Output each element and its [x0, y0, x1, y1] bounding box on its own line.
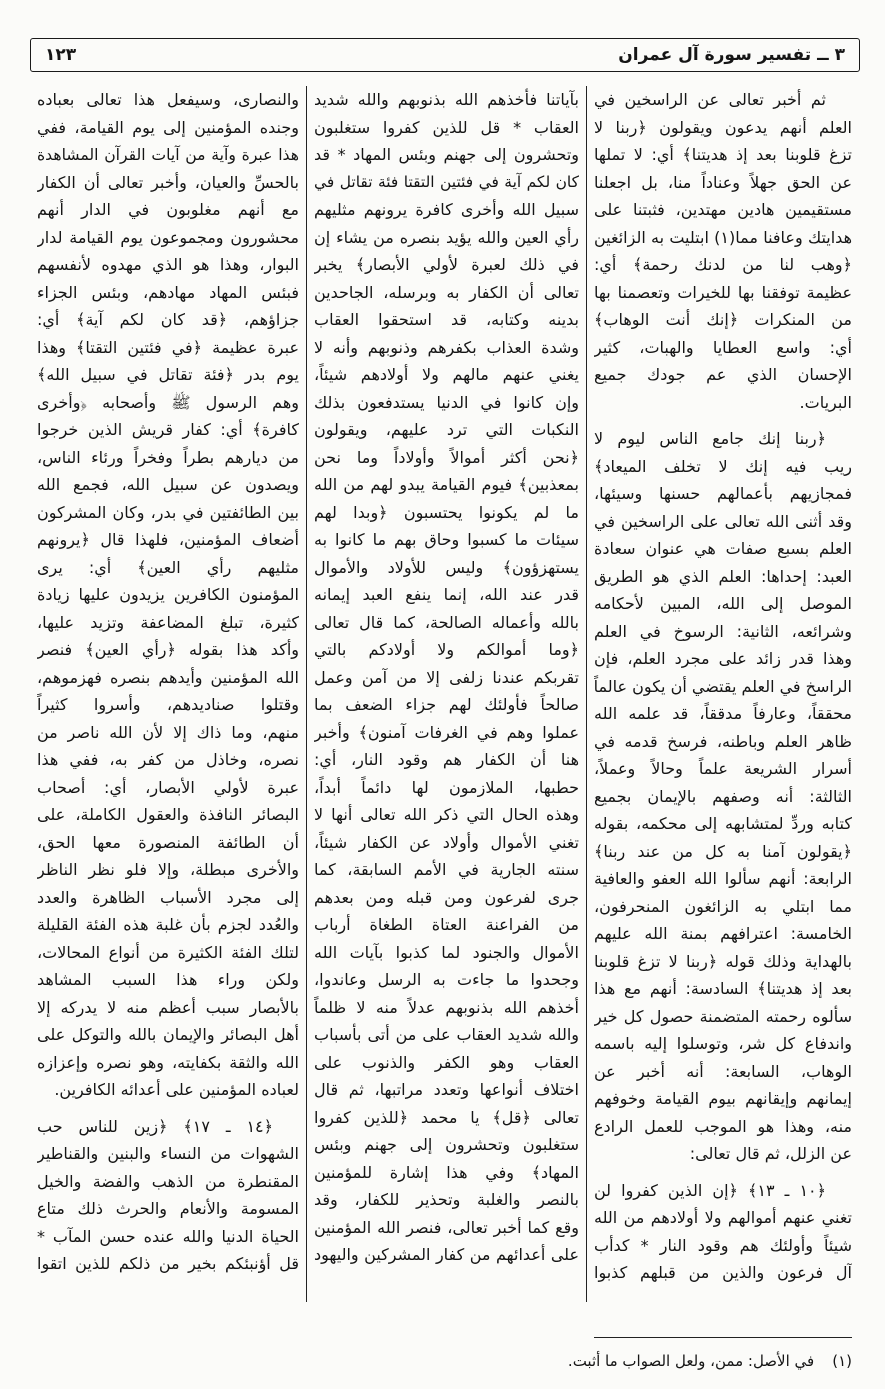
text-line: واندفاع كل شر، وتوسلوا إليه باسمه [594, 1034, 852, 1053]
text-line: ﴿١٠ ـ ١٣﴾ ﴿إن الذين كفروا لن [594, 1180, 827, 1200]
text-line: تغني الأموال وأولاد عن الكفار شيئاً، [314, 832, 579, 852]
text-line: فمجازيهم بأعمالهم حسنها وسيئها، [594, 484, 852, 503]
footnote-text: في الأصل: ممن، ولعل الصواب ما أثبت. [567, 1352, 815, 1370]
text-line: قدر عند الله، إنما ينفع العبد إيمانه [314, 585, 579, 604]
text-line: سيئات ما كسبوا وحاق بهم ما كانوا به [314, 530, 579, 549]
text-column-left [37, 86, 299, 1302]
text-line: العلم أنهم يدعون ويقولون ﴿ربنا لا [594, 117, 852, 137]
text-line: مثليهم رأي العين﴾ أي: يرى [37, 557, 299, 577]
footnote-rule [594, 1337, 852, 1338]
text-line: كتابه وردِّ لمتشابهه إلى محكمه، بقوله [594, 814, 852, 833]
text-line: عظيمة توفقنا بها للخيرات وتعصمنا بها [594, 282, 852, 302]
running-title: ٣ ــ تفسير سورة آل عمران [618, 45, 845, 65]
text-line: ما لم يكونوا يحتسبون ﴿وبدا لهم [314, 502, 579, 522]
text-line: على أعدائهم من كفار المشركين واليهود [314, 1245, 579, 1264]
text-line: ﴿نحن أكثر أموالاً وأولاداً وما نحن [314, 447, 579, 467]
text-line: مع أنهم مغلوبون في الدار أنهم [37, 200, 299, 219]
text-line: الأموال والجنود لما كذبوا بآيات الله [314, 942, 579, 962]
text-line: ظاهر العلم وباطنه، فرسخ قدمه في [594, 731, 852, 751]
text-line: من المنكرات ﴿إنك أنت الوهاب﴾ [594, 310, 852, 329]
text-line: بالنصر والغلبة وتحذير للكفار، وقد [314, 1190, 579, 1209]
text-line: الراسخ في العلم يقتضي أن يكون عالماً [594, 676, 852, 696]
column-divider [306, 86, 307, 1302]
text-line: ﴿وما أموالكم ولا أولادكم بالتي [314, 640, 579, 659]
text-line: وأكد هذا بقوله ﴿رأي العين﴾ فنصر [37, 640, 299, 659]
text-line: الرابعة: أنهم سألوا الله العفو والعافية [594, 869, 852, 888]
text-line: في ذلك لعبرة لأولي الأبصار﴾ يخبر [314, 255, 579, 274]
text-line: أن الطائفة المنصورة معها الحق، [37, 832, 299, 852]
text-line: بين الطائفتين في بدر، وكان المشركون [37, 502, 299, 522]
text-line: المؤمنون الكافرين يزيدون عليها زيادة [37, 585, 299, 604]
page-header [30, 38, 860, 72]
text-line: مما ابتلي به الزائغون المنحرفون، [594, 896, 852, 916]
text-line: ﴿وهب لنا من لدنك رحمة﴾ أي: [594, 255, 852, 274]
text-line: الحياة الدنيا والله عنده حسن المآب * [37, 1226, 299, 1246]
text-line: جزاؤهم، ﴿قد كان لكم آية﴾ أي: [37, 310, 299, 329]
text-columns [36, 86, 852, 1302]
text-line: صالحاً فأولئك لهم جزاء الضعف بما [314, 695, 579, 714]
text-line: تعالى ﴿قل﴾ يا محمد ﴿للذين كفروا [314, 1107, 579, 1127]
text-line: البريات. [799, 392, 852, 412]
text-line: وقع كما أخبر تعالى، فنصر الله المؤمنين [314, 1217, 579, 1237]
text-line: الوهاب، السابعة: أنه أخبر عن [594, 1061, 852, 1081]
text-line: كثيرة، تبلغ المضاعفة وتزيد عليها، [37, 612, 299, 632]
text-line: المسومة والأنعام والحرث ذلك متاع [37, 1199, 299, 1218]
text-line: عملوا وهم في الغرفات آمنون﴾ وأخبر [314, 722, 579, 742]
footnote [332, 1348, 852, 1374]
text-line: وجنده المؤمنين إلى يوم القيامة، ففي [37, 117, 299, 137]
text-line: بالحسِّ والعيان، وأخبر تعالى أن الكفار [37, 172, 299, 192]
text-line: الموصل إلى الله، المبين لأحكامه [594, 594, 852, 613]
text-line: يوم بدر ﴿فئة تقاتل في سبيل الله﴾ [37, 365, 299, 384]
text-line: محشورون ومجموعون يوم القيامة لدار [37, 227, 299, 247]
paragraph [594, 425, 852, 1168]
text-line: اختلاف أنواعها وتعدد مراتبها، ثم قال [314, 1080, 579, 1099]
text-line: أهل البصائر والإيمان بالله والتوكل على [37, 1025, 299, 1044]
text-line: بعد إذ هديتنا﴾ السادسة: أنهم مع هذا [594, 979, 852, 998]
text-line: تقربكم عندنا زلفى إلا من آمن وعمل [314, 667, 579, 687]
text-line: أخذهم الله بذنوبهم عدلاً منه لا ظلماً [314, 997, 579, 1017]
text-line: تزغ قلوبنا بعد إذ هديتنا﴾ أي: لا تملها [594, 145, 852, 164]
text-line: الله المؤمنين وأيدهم بنصره فهزموهم، [37, 667, 299, 687]
column-divider [586, 86, 587, 1302]
paragraph [37, 1113, 299, 1278]
text-line: وإن كانوا في الدنيا يستدفعون بذلك [314, 392, 579, 412]
text-line: هنا أن الكفار هم وقود النار، أي: [314, 750, 579, 769]
text-line: البوار، وهذا هو الذي مهدوه لأنفسهم [37, 255, 299, 274]
text-line: الثالثة: أنه وصفهم بالإيمان بجميع [594, 786, 852, 806]
text-line: بدينه وكتابه، قد استحقوا العقاب [314, 310, 579, 329]
text-line: لتلك الفئة الكثيرة من أنواع المحالات، [37, 942, 299, 962]
text-line: النكبات التي ترد عليهم، ويقولون [314, 420, 579, 439]
text-line: من ديارهم بطراً وفخراً ورئاء الناس، [37, 447, 299, 467]
text-line: والعُدد لجزم بأن غلبة هذه الفئة القليلة [37, 915, 299, 934]
text-line: المهاد﴾ وفي هذا إشارة للمؤمنين [314, 1162, 579, 1182]
text-line: رأي العين والله يؤيد بنصره من يشاء إن [314, 227, 579, 247]
text-line: كافرة﴾ أي: كفار قريش الذين خرجوا [37, 420, 299, 439]
text-line: والأخرى مبطلة، وإلا فلو نظر الناظر [37, 860, 299, 879]
text-line: منهم، وما ذاك إلا لأن الله ناصر من [37, 722, 299, 742]
text-line: فبئس المهاد مهادهم، وبئس الجزاء [37, 282, 299, 302]
paragraph [37, 86, 299, 1104]
text-line: وهذه الحال التي ذكر الله تعالى أنها لا [314, 805, 579, 824]
text-line: العقاب * قل للذين كفروا ستغلبون [314, 117, 579, 137]
text-line: ويصدون عن سبيل الله، فجمع الله [37, 475, 299, 494]
text-line: البصائر النافذة والعقول الكاملة، على [37, 805, 299, 824]
paragraph [594, 86, 852, 416]
text-line: وهم الرسول ﷺ وأصحابه ﴿وأخرى [37, 392, 299, 412]
text-column-middle [314, 86, 579, 1302]
text-line: بآياتنا فأخذهم الله بذنوبهم والله شديد [314, 90, 579, 109]
text-line: ﴿يقولون آمنا به كل من عند ربنا﴾ [594, 841, 852, 861]
text-column-right [594, 86, 852, 1302]
text-line: وهذا قدر زائد على مجرد العلم، فإن [594, 649, 852, 668]
text-line: يغني عنهم مالهم ولا أولادهم شيئاً، [314, 365, 579, 384]
text-line: بالهداية وذلك قوله ﴿ربنا لا تزغ قلوبنا [594, 951, 852, 971]
text-line: آل فرعون والذين من قبلهم كذبوا [594, 1263, 852, 1282]
text-line: هدايتك وعافنا مما(١) ابتليت به الزائغين [594, 227, 852, 247]
text-line: والنصارى، وسيفعل هذا تعالى بعباده [37, 90, 299, 109]
paragraph [314, 86, 579, 1269]
text-line: أضعاف المؤمنين، فلهذا قال ﴿يرونهم [37, 530, 299, 549]
text-line: وتحشرون إلى جهنم وبئس المهاد * قد [314, 145, 579, 164]
text-line: ولكن وراء هذا السبب المشاهد [37, 970, 299, 989]
text-line: مستقيمين هادين مهتدين، فثبتنا على [594, 200, 852, 219]
text-line: حطبها، الملازمون لها دائماً أبداً، [314, 777, 579, 797]
text-line: بمعذبين﴾ فيوم القيامة يبدو لهم من الله [314, 475, 579, 494]
text-line: ثم أخبر تعالى عن الراسخين في [594, 90, 826, 109]
text-line: سبيل الله وأخرى كافرة يرونهم مثليهم [314, 200, 579, 219]
text-line: العقاب وهو الكفر والذنوب على [314, 1052, 579, 1072]
text-line: تغني عنهم أموالهم ولا أولادهم من الله [594, 1208, 852, 1227]
text-line: والله شديد العقاب على من أتى بأسباب [314, 1025, 579, 1044]
text-line: ﴿١٤ ـ ١٧﴾ ﴿زين للناس حب [37, 1116, 274, 1136]
text-line: تعالى أن الكفار به وبرسله، الجاحدين [314, 282, 579, 302]
text-line: العلم بسبع صفات هي عنوان سعادة [594, 539, 852, 558]
text-line: هذا عبرة وآية من آيات القرآن المشاهدة [37, 145, 299, 164]
text-line: ستغلبون وتحشرون إلى جهنم وبئس [314, 1135, 579, 1154]
text-line: ﴿ربنا إنك جامع الناس ليوم لا [594, 429, 826, 448]
paragraph [594, 1177, 852, 1287]
text-line: المقنطرة من الذهب والفضة والخيل [37, 1171, 299, 1191]
text-line: أي: واسع العطايا والهبات، كثير [594, 337, 852, 357]
text-line: سنته الجارية في الأمم السابقة، كما [314, 860, 579, 879]
text-line: العبد: إحداها: العلم الذي هو الطريق [594, 566, 852, 586]
text-line: وقتلوا صناديدهم، وأسروا كثيراً [37, 695, 299, 714]
text-line: سألوه رحمته المتضمنة حصول كل خير [594, 1006, 852, 1026]
text-line: عن الزلل، ثم قال تعالى: [689, 1144, 852, 1163]
page-number: ١٢٣ [45, 45, 77, 65]
text-line: عبرة لأولي الأبصار، أي: أصحاب [37, 777, 299, 797]
text-line: الخامسة: اعترافهم بمنة الله عليهم [594, 924, 852, 943]
text-line: بالله وأعماله الصالحة، كما قال تعالى [314, 612, 579, 632]
text-line: ريب فيه إنك لا تخلف الميعاد﴾ [594, 456, 852, 476]
text-line: إلى مجرد الأسباب الظاهرة والعدد [37, 887, 299, 907]
text-line: بالأبصار سبب أعظم منه لا يدركه إلا [37, 997, 299, 1017]
text-line: يستهزؤون﴾ وليس للأولاد والأموال [314, 557, 579, 577]
text-line: وقد أثنى الله تعالى على الراسخين في [594, 511, 852, 531]
text-line: وجحدوا ما جاءت به الرسل وعاندوا، [314, 970, 579, 989]
text-line: منه، وهذا هو الموجب للعمل الرادع [594, 1116, 852, 1136]
text-line: الله والثقة بكفايته، وهو نصره وإعزازه [37, 1052, 299, 1072]
text-line: عبرة عظيمة ﴿في فئتين التقتا﴾ وهذا [37, 337, 299, 357]
text-line: نصره، وخاذل من كفر به، ففي هذا [37, 750, 299, 769]
text-line: لعباده المؤمنين على أعدائه الكافرين. [54, 1080, 299, 1099]
text-line: وشدة العذاب بكفرهم وذنوبهم وأنه لا [314, 337, 579, 357]
text-line: أسرار الشريعة علماً وحالاً وعملاً، [594, 759, 852, 778]
footnote-marker: (١) [832, 1352, 852, 1370]
text-line: جرى لفرعون ومن قبله ومن بعدهم [314, 887, 579, 907]
text-line: شيئاً وأولئك هم وقود النار * كدأب [594, 1235, 852, 1255]
text-line: الشهوات من النساء والبنين والقناطير [37, 1144, 299, 1163]
text-line: عن الحق جهلاً وعناداً منا، بل اجعلنا [594, 172, 852, 192]
text-line: الإحسان الذي عم جودك جميع [594, 365, 852, 384]
text-line: إيمانهم وإيقانهم بيوم القيامة وخوفهم [594, 1089, 852, 1108]
text-line: كان لكم آية في فئتين التقتا فئة تقاتل في [314, 172, 579, 191]
text-line: وشرائعه، الثانية: الرسوخ في العلم [594, 621, 852, 641]
text-line: محققاً، وعارفاً مدققاً، قد علمه الله [594, 704, 852, 723]
text-line: من الفراعنة العتاة الطغاة أرباب [314, 915, 579, 934]
text-line: قل أؤنبئكم بخير من ذلكم للذين اتقوا [37, 1254, 299, 1273]
